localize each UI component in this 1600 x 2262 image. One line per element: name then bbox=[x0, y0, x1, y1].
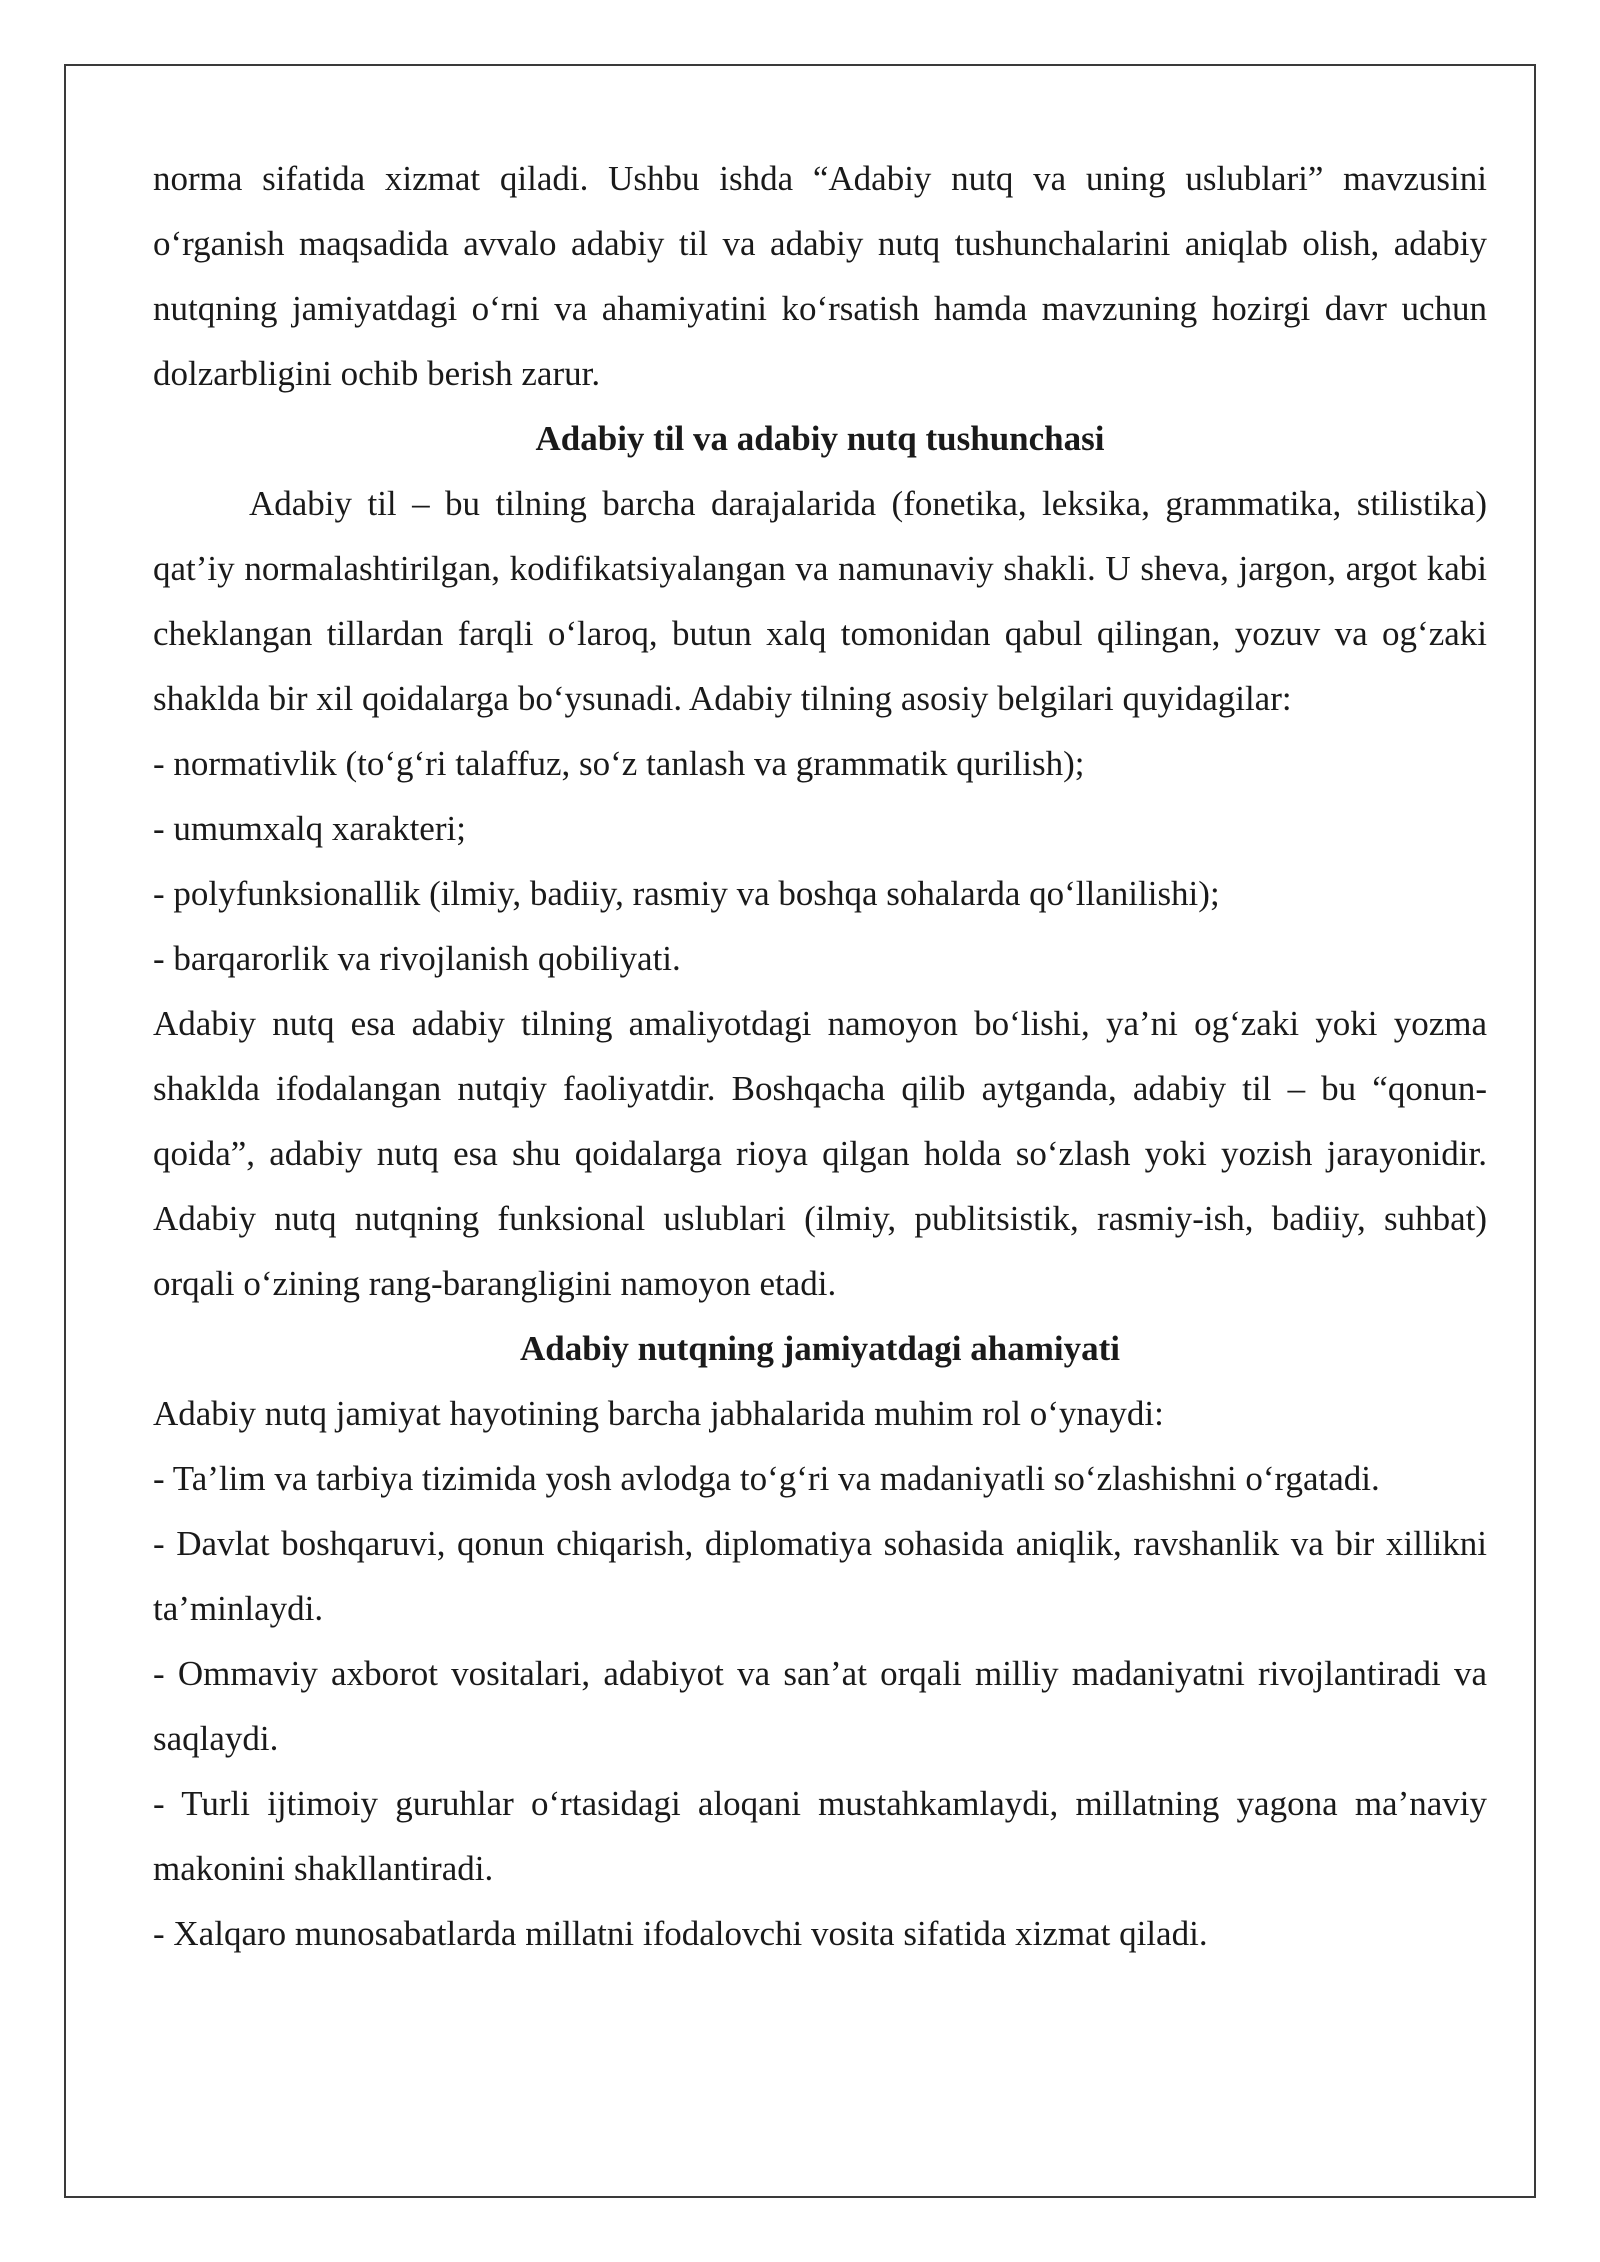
list-item: - Davlat boshqaruvi, qonun chiqarish, diplomatiya sohasida aniqlik, ravshanlik va bir xillikni ta’minlaydi. bbox=[153, 1524, 1487, 1628]
list-item: - umumxalq xarakteri; bbox=[153, 809, 466, 848]
list-item: - barqarorlik va rivojlanish qobiliyati. bbox=[153, 939, 681, 978]
list-item: - Xalqaro munosabatlarda millatni ifodalovchi vosita sifatida xizmat qiladi. bbox=[153, 1914, 1208, 1953]
intro-paragraph: norma sifatida xizmat qiladi. Ushbu ishda “Adabiy nutq va uning uslublari” mavzusini oʻrganish maqsadida avvalo adabiy til va adabiy nutq tushunchalarini aniqlab olish, adabiy nutqning jamiyatdagi oʻrni va ahamiyatini koʻrsatish hamda mavzuning hozirgi davr uchun dolzarbligini ochib berish zarur. bbox=[153, 159, 1487, 393]
list-item: - normativlik (toʻgʻri talaffuz, soʻz tanlash va grammatik qurilish); bbox=[153, 744, 1085, 783]
list-item: - polyfunksionallik (ilmiy, badiiy, rasmiy va boshqa sohalarda qoʻllanilishi); bbox=[153, 874, 1220, 913]
list-item: - Ommaviy axborot vositalari, adabiyot va san’at orqali milliy madaniyatni rivojlantiradi va saqlaydi. bbox=[153, 1654, 1487, 1758]
document-body bbox=[153, 146, 1487, 1966]
list-item: - Turli ijtimoiy guruhlar oʻrtasidagi aloqani mustahkamlaydi, millatning yagona ma’naviy makonini shakllantiradi. bbox=[153, 1784, 1487, 1888]
section-heading-literary-language: Adabiy til va adabiy nutq tushunchasi bbox=[535, 419, 1105, 458]
list-item: - Ta’lim va tarbiya tizimida yosh avlodga toʻgʻri va madaniyatli soʻzlashishni oʻrgatadi. bbox=[153, 1459, 1380, 1498]
section-intro: Adabiy nutq jamiyat hayotining barcha jabhalarida muhim rol oʻynaydi: bbox=[153, 1394, 1164, 1433]
definition-paragraph: Adabiy til – bu tilning barcha darajalarida (fonetika, leksika, grammatika, stilistika) qat’iy normalashtirilgan, kodifikatsiyalangan va namunaviy shakli. U sheva, jargon, argot kabi cheklangan tillardan farqli oʻlaroq, butun xalq tomonidan qabul qilingan, yozuv va ogʻzaki shaklda bir xil qoidalarga boʻysunadi. Adabiy tilning asosiy belgilari quyidagilar: bbox=[153, 484, 1487, 718]
section-heading-social-importance: Adabiy nutqning jamiyatdagi ahamiyati bbox=[520, 1329, 1120, 1368]
literary-speech-paragraph: Adabiy nutq esa adabiy tilning amaliyotdagi namoyon boʻlishi, ya’ni ogʻzaki yoki yozma shaklda ifodalangan nutqiy faoliyatdir. Boshqacha qilib aytganda, adabiy til – bu “qonun-qoida”, adabiy nutq esa shu qoidalarga rioya qilgan holda soʻzlash yoki yozish jarayonidir. Adabiy nutq nutqning funksional uslublari (ilmiy, publitsistik, rasmiy-ish, badiiy, suhbat) orqali oʻzining rang-barangligini namoyon etadi. bbox=[153, 1004, 1487, 1303]
